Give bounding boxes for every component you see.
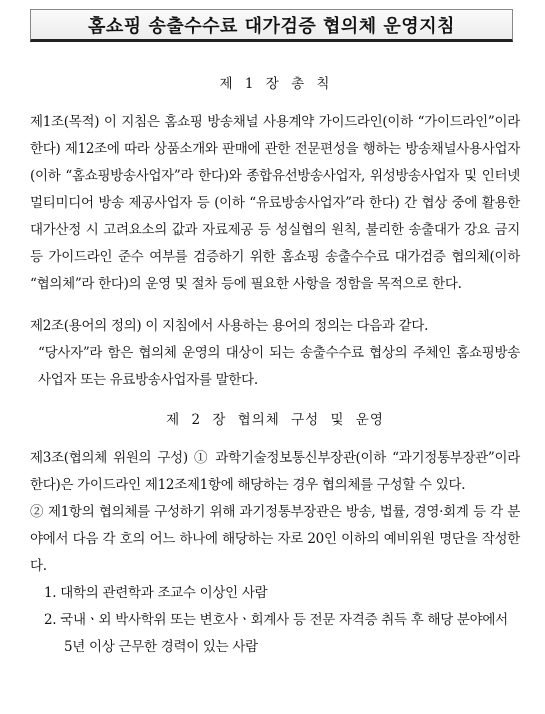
document-body [30,72,520,661]
article-2-heading-line: 제2조(용어의 정의) 이 지침에서 사용하는 용어의 정의는 다음과 같다. [30,318,429,334]
chapter-2-heading: 제 2 장 협의체 구성 및 운영 [166,412,384,428]
qualification-list [30,580,520,661]
document-title-box [30,9,513,42]
document-title: 홈쇼핑 송출수수료 대가검증 협의체 운영지침 [88,15,455,37]
chapter-1-heading: 제 1 장 총 칙 [219,76,331,92]
list-item: 1. 대학의 관련학과 조교수 이상인 사람 [44,585,268,601]
article-3-paragraph-1: 제3조(협의체 위원의 구성) ① 과학기술정보통신부장관(이하 “과기정통부장관”이라 한다)은 가이드라인 제12조제1항에 해당하는 경우 협의체를 구성할 수 있다. [30,450,520,493]
article-3-paragraph-2: ② 제1항의 협의체를 구성하기 위해 과기정통부장관은 방송, 법률, 경영·회계 등 각 분야에서 다음 각 호의 어느 하나에 해당하는 자로 20인 이하의 예비위원 명단을 작성한다. [30,504,520,574]
article-2-definition: “당사자”라 함은 협의체 운영의 대상이 되는 송출수수료 협상의 주체인 홈쇼핑방송사업자 또는 유료방송사업자를 말한다. [38,345,520,388]
article-1: 제1조(목적) 이 지침은 홈쇼핑 방송채널 사용계약 가이드라인(이하 “가이드라인”이라 한다) 제12조에 따라 상품소개와 판매에 관한 전문편성을 행하는 방송채널사용사업자(이하 “홈쇼핑방송사업자”라 한다)와 종합유선방송사업자, 위성방송사업자 및 인터넷 멀티미디어 방송 제공사업자 등 (이하 “유료방송사업자”라 한다) 간 협상 중에 활용한 대가산정 시 고려요소의 값과 자료제공 등 성실협의 원칙, 불리한 송출대가 강요 금지 등 가이드라인 준수 여부를 검증하기 위한 홈쇼핑 송출수수료 대가검증 협의체(이하 “협의체”라 한다)의 운영 및 절차 등에 필요한 사항을 정함을 목적으로 한다. [30,114,520,292]
list-item: 2. 국내ㆍ외 박사학위 또는 변호사ㆍ회계사 등 전문 자격증 취득 후 해당 분야에서 5년 이상 근무한 경력이 있는 사람 [44,612,508,655]
